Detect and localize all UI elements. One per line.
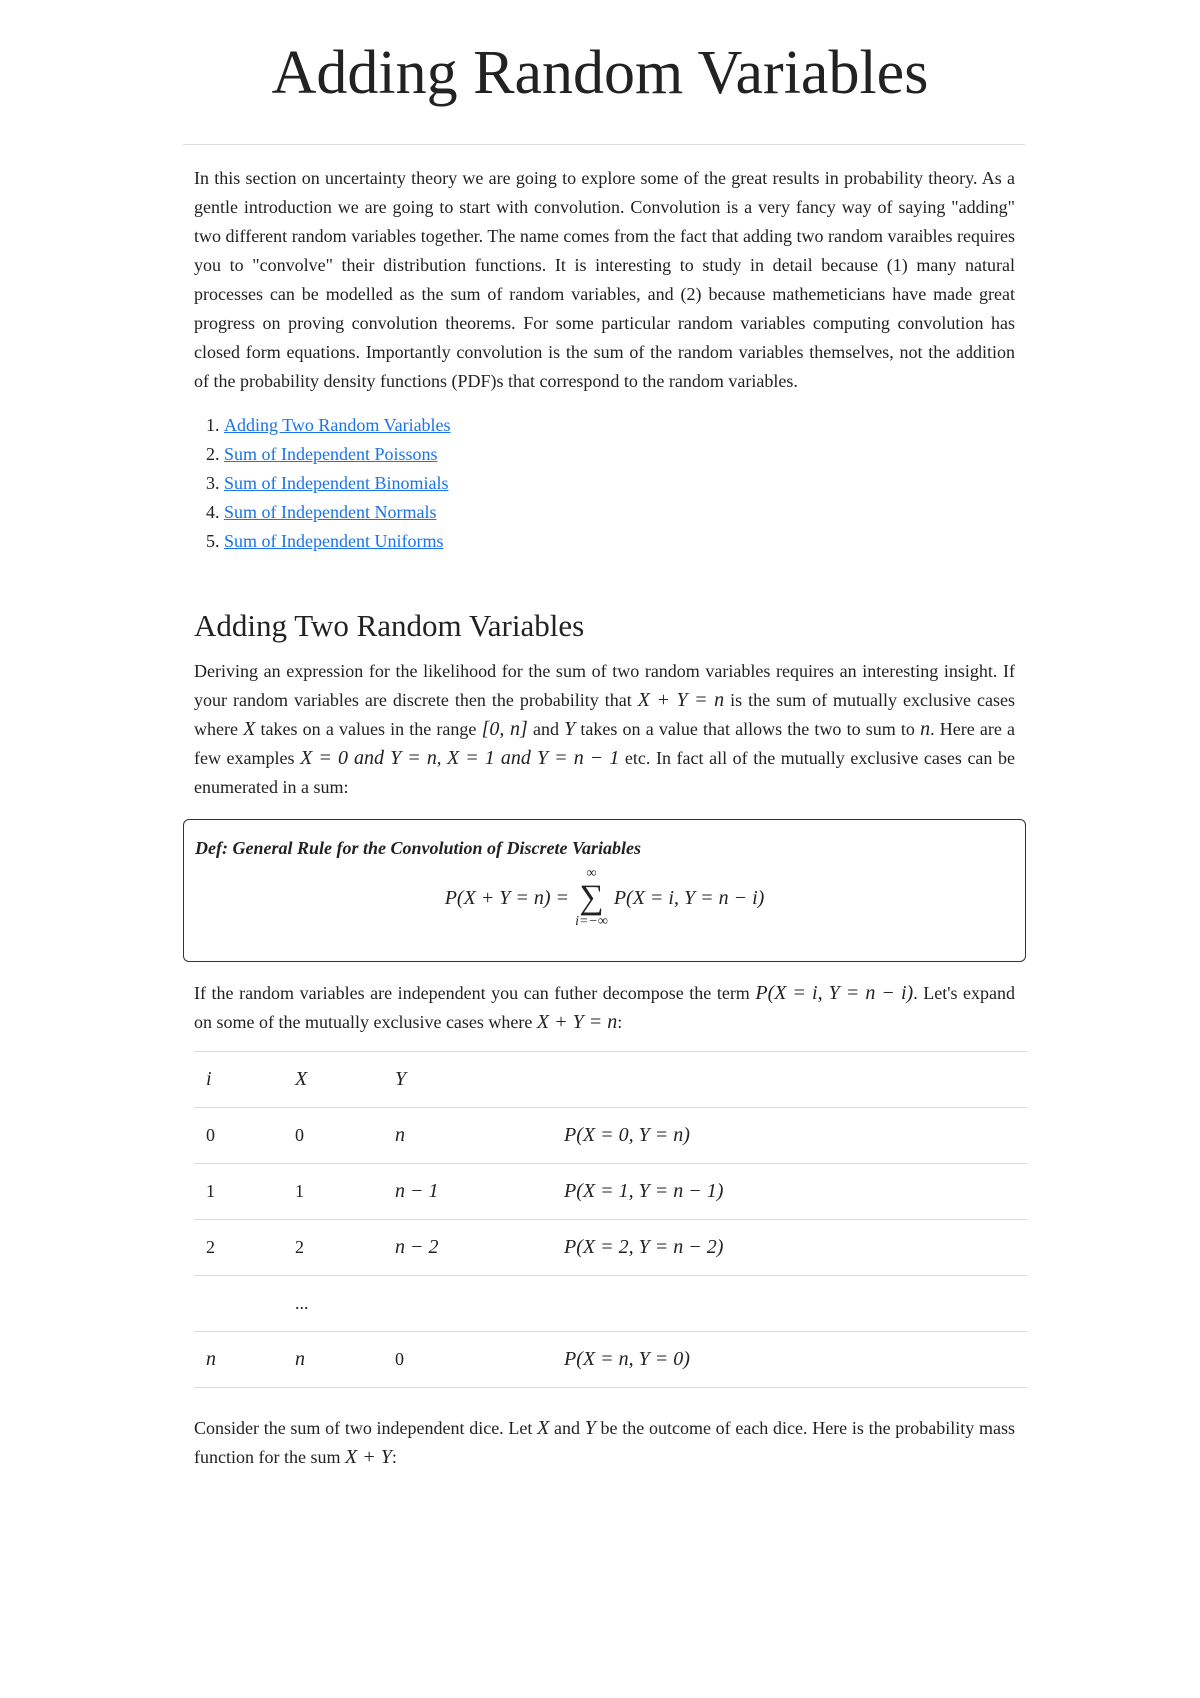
text: Consider the sum of two independent dice. Let (194, 1418, 538, 1438)
table-row (194, 1164, 1028, 1220)
sum-upper-limit: ∞ (586, 866, 597, 881)
page-title: Adding Random Variables (271, 39, 929, 107)
math: Y (584, 1417, 596, 1439)
text: etc. In fact all of the mutually exclusive cases can be enumerated in a sum: (194, 748, 1015, 797)
cell: n (194, 1332, 283, 1388)
header-y: Y (383, 1052, 552, 1108)
text: . Let's expand on some of the mutually exclusive cases where (194, 983, 1016, 1032)
cell: ... (283, 1276, 383, 1332)
definition-title: Def: General Rule for the Convolution of Discrete Variables (195, 838, 641, 858)
cell (383, 1276, 552, 1332)
cell: P(X = 0, Y = n) (552, 1108, 1028, 1164)
text: : (617, 1012, 623, 1032)
table-header-row (194, 1052, 1028, 1108)
cell: 0 (383, 1332, 552, 1388)
toc-link-adding[interactable]: Adding Two Random Variables (224, 415, 451, 435)
toc-item (224, 440, 1015, 469)
cell: 0 (283, 1108, 383, 1164)
toc-item (224, 498, 1015, 527)
math: P(X = i, Y = n − i) (755, 982, 914, 1004)
definition-box (183, 819, 1026, 962)
table-row (194, 1108, 1028, 1164)
toc-item (224, 411, 1015, 440)
summation (575, 867, 608, 929)
math: X + Y = n (536, 1011, 618, 1033)
header-prob (552, 1052, 1028, 1108)
text: . Here are a few examples (194, 719, 1016, 768)
toc-item (224, 527, 1015, 556)
cell: n (383, 1108, 552, 1164)
toc-item (224, 469, 1015, 498)
section-heading: Adding Two Random Variables (194, 608, 585, 643)
math: X + Y (344, 1446, 392, 1468)
math: n (920, 718, 931, 740)
text: : (391, 1447, 397, 1467)
title-divider (183, 144, 1025, 145)
text: , (436, 748, 447, 768)
equation-rhs: P(X = i, Y = n − i) (613, 886, 765, 909)
cell: n (283, 1332, 383, 1388)
text: If the random variables are independent you can futher decompose the term (194, 983, 756, 1003)
text: takes on a values in the range (255, 719, 482, 739)
main-content (194, 164, 1015, 1472)
convolution-equation (195, 867, 1014, 929)
table-of-contents (194, 411, 1015, 556)
intro-paragraph: In this section on uncertainty theory we are going to explore some of the great results in probability theory. As a gentle introduction we are going to start with convolution. Convolution is a very fancy way of saying "adding" two different random variables together. The name comes from the fact that adding two random varaibles requires you to "convolve" their distribution functions. It is interesting to study in detail because (1) many natural processes can be modelled as the sum of random variables, and (2) because mathemeticians have made great progress on proving convolution theorems. For some particular random variables computing convolution has closed form equations. Importantly convolution is the sum of the random variables themselves, not the addition of the probability density functions (PDF)s that correspond to the random variables. (194, 168, 1015, 391)
sigma-symbol: ∑ (579, 879, 604, 916)
math: X + Y = n (637, 689, 725, 711)
text: and (527, 719, 565, 739)
math: Y (564, 718, 576, 740)
text: Deriving an expression for the likelihood for the sum of two random variables requires an interesting insight. If your random variables are discrete then the probability that (194, 661, 1015, 710)
cases-table (194, 1051, 1028, 1388)
math: X (243, 718, 256, 740)
toc-link-uniforms[interactable]: Sum of Independent Uniforms (224, 531, 444, 551)
cell: 2 (283, 1220, 383, 1276)
table-row (194, 1276, 1028, 1332)
text: and (549, 1418, 585, 1438)
text: takes on a value that allows the two to sum to (575, 719, 921, 739)
cell (194, 1276, 283, 1332)
cell: P(X = 1, Y = n − 1) (552, 1164, 1028, 1220)
table-row (194, 1220, 1028, 1276)
cell: P(X = 2, Y = n − 2) (552, 1220, 1028, 1276)
cell: n − 2 (383, 1220, 552, 1276)
header-x: X (283, 1052, 383, 1108)
toc-link-normals[interactable]: Sum of Independent Normals (224, 502, 437, 522)
cell: 0 (194, 1108, 283, 1164)
toc-link-poissons[interactable]: Sum of Independent Poissons (224, 444, 438, 464)
derivation-paragraph (194, 657, 1015, 802)
dice-paragraph (194, 1414, 1015, 1472)
independence-paragraph (194, 979, 1015, 1037)
cell: 2 (194, 1220, 283, 1276)
cell: n − 1 (383, 1164, 552, 1220)
text: is the sum of mutually exclusive cases where (194, 690, 1015, 739)
math: X = 1 and Y = n − 1 (446, 747, 620, 769)
sum-lower-limit: i=−∞ (575, 914, 608, 929)
math: X = 0 and Y = n (300, 747, 437, 769)
toc-link-binomials[interactable]: Sum of Independent Binomials (224, 473, 449, 493)
equation-lhs: P(X + Y = n) = (444, 886, 570, 909)
cell: P(X = n, Y = 0) (552, 1332, 1028, 1388)
cell: 1 (283, 1164, 383, 1220)
header-i: i (194, 1052, 283, 1108)
math: X (537, 1417, 550, 1439)
math: [0, n] (481, 718, 528, 740)
table-row (194, 1332, 1028, 1388)
cell: 1 (194, 1164, 283, 1220)
text: be the outcome of each dice. Here is the probability mass function for the sum (194, 1418, 1015, 1467)
cell (552, 1276, 1028, 1332)
